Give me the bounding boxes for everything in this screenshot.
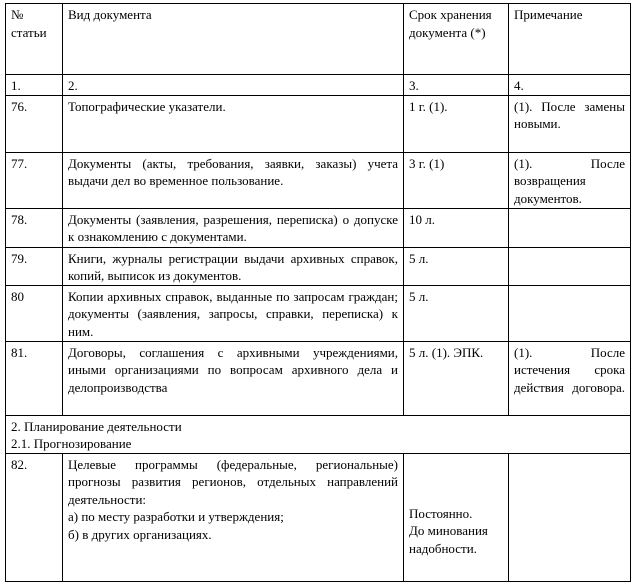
article-number: 78. bbox=[6, 208, 63, 247]
note-cell bbox=[509, 208, 631, 247]
article-number: 77. bbox=[6, 152, 63, 208]
article-number: 80 bbox=[6, 285, 63, 341]
document-type bbox=[63, 453, 404, 581]
header-col-note: Примечание bbox=[509, 4, 631, 75]
index-cell: 1. bbox=[6, 75, 63, 96]
document-type: Книги, журналы регистрации выдачи архивных справок, копий, выписок из документов. bbox=[63, 247, 404, 285]
article-number: 76. bbox=[6, 95, 63, 152]
document-type-option-a: а) по месту разработки и утверждения; bbox=[68, 509, 284, 524]
section-subtitle: 2.1. Прогнозирование bbox=[11, 436, 132, 451]
retention-term-a: Постоянно. bbox=[409, 505, 473, 521]
retention-term: 5 л. (1). ЭПК. bbox=[404, 341, 509, 415]
note-cell bbox=[509, 341, 631, 415]
retention-term bbox=[404, 453, 509, 581]
document-type: Документы (акты, требования, заявки, заказы) учета выдачи дел во временное пользование. bbox=[63, 152, 404, 208]
index-cell: 3. bbox=[404, 75, 509, 96]
note-cell bbox=[509, 247, 631, 285]
note-text: (1). После замены новыми. bbox=[514, 98, 625, 131]
note-text: (1). После истечения срока действия договора. bbox=[514, 344, 625, 395]
article-number: 79. bbox=[6, 247, 63, 285]
section-cell bbox=[6, 415, 631, 453]
retention-term: 3 г. (1) bbox=[404, 152, 509, 208]
article-number: 82. bbox=[6, 453, 63, 581]
index-cell: 2. bbox=[63, 75, 404, 96]
note-cell bbox=[509, 453, 631, 581]
note-cell bbox=[509, 95, 631, 152]
header-col-doc-type: Вид документа bbox=[63, 4, 404, 75]
table-row bbox=[6, 453, 631, 581]
document-type: Документы (заявления, разрешения, переписка) о допуске к ознакомлению с документами. bbox=[63, 208, 404, 247]
index-cell: 4. bbox=[509, 75, 631, 96]
header-col-retention-term: Срок хранения документа (*) bbox=[404, 4, 509, 75]
note-text: (1). После возвращения документов. bbox=[514, 155, 625, 206]
table-row bbox=[6, 247, 631, 285]
header-col-number: № статьи bbox=[6, 4, 63, 75]
retention-term: 10 л. bbox=[404, 208, 509, 247]
table-row bbox=[6, 285, 631, 341]
document-table bbox=[5, 3, 631, 582]
document-type-option-b: б) в других организациях. bbox=[68, 526, 212, 542]
retention-term: 1 г. (1). bbox=[404, 95, 509, 152]
table-row bbox=[6, 341, 631, 415]
table-row bbox=[6, 208, 631, 247]
table-index-row bbox=[6, 75, 631, 96]
note-cell bbox=[509, 285, 631, 341]
document-type: Копии архивных справок, выданные по запросам граждан; документы (заявления, запросы, справки, переписка) к ним. bbox=[63, 285, 404, 341]
retention-term: 5 л. bbox=[404, 247, 509, 285]
article-number: 81. bbox=[6, 341, 63, 415]
section-title: 2. Планирование деятельности bbox=[11, 418, 182, 434]
table-header-row bbox=[6, 4, 631, 75]
table-row bbox=[6, 152, 631, 208]
document-type-main: Целевые программы (федеральные, региональные) прогнозы развития регионов, отдельных направлений деятельности: bbox=[68, 456, 398, 507]
section-row bbox=[6, 415, 631, 453]
document-type: Договоры, соглашения с архивными учреждениями, иными организациями по вопросам архивного дела и делопроизводства bbox=[63, 341, 404, 415]
note-cell bbox=[509, 152, 631, 208]
table-row bbox=[6, 95, 631, 152]
document-type: Топографические указатели. bbox=[63, 95, 404, 152]
retention-term-b: До минования надобности. bbox=[409, 523, 488, 556]
retention-term: 5 л. bbox=[404, 285, 509, 341]
